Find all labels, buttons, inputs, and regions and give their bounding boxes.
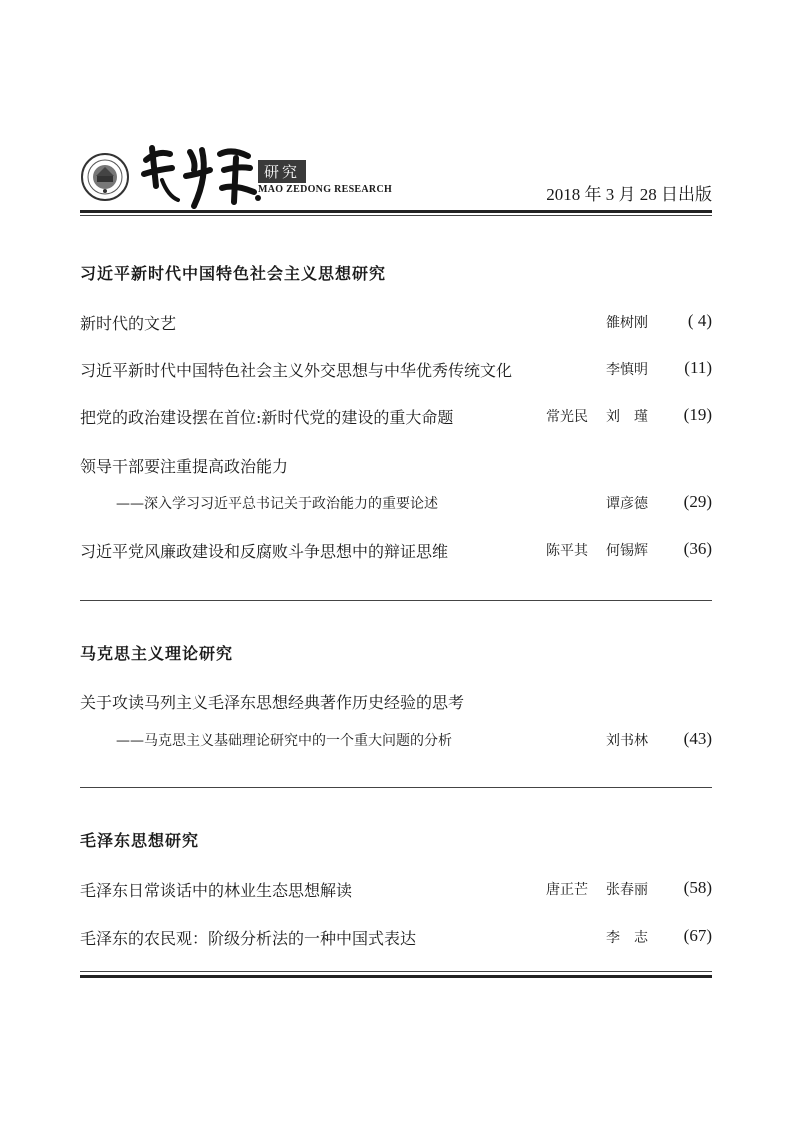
toc-entry[interactable] [80, 539, 712, 563]
page-number: (36) [683, 539, 712, 558]
toc-entry[interactable] [80, 358, 712, 382]
article-authors: 李 志 [606, 930, 648, 946]
section-title: 毛泽东思想研究 [80, 831, 200, 850]
toc-entry[interactable] [80, 729, 712, 753]
article-authors: 刘书林 [606, 733, 648, 749]
masthead-rule-bottom [80, 215, 712, 216]
section-divider [80, 600, 712, 601]
article-title: 习近平新时代中国特色社会主义外交思想与中华优秀传统文化 [80, 361, 513, 380]
masthead [80, 140, 712, 215]
article-title: 把党的政治建设摆在首位:新时代党的建设的重大命题 [80, 408, 454, 427]
article-authors: 唐正芒 张春丽 [546, 882, 648, 898]
footer-rule-bottom [80, 975, 712, 978]
toc-entry[interactable] [80, 492, 712, 516]
page-number: (19) [683, 405, 712, 424]
article-authors: 李慎明 [606, 362, 648, 378]
masthead-rule-top [80, 210, 712, 213]
toc-entry[interactable] [80, 878, 712, 902]
issue-date: 2018 年 3 月 28 日出版 [546, 185, 712, 204]
toc-entry-title-line[interactable] [80, 690, 712, 714]
toc-entry[interactable] [80, 405, 712, 429]
toc-entry[interactable] [80, 311, 712, 335]
article-authors: 雒树刚 [606, 315, 648, 331]
seal-emblem-icon [80, 152, 130, 202]
toc-entry[interactable] [80, 926, 712, 950]
article-subtitle: ——马克思主义基础理论研究中的一个重大问题的分析 [116, 733, 452, 749]
article-title: 领导干部要注重提高政治能力 [80, 457, 289, 476]
page-number: (29) [683, 492, 712, 511]
english-title: MAO ZEDONG RESEARCH [258, 184, 393, 195]
article-title: 毛泽东的农民观：阶级分析法的一种中国式表达 [80, 929, 417, 948]
section-title: 习近平新时代中国特色社会主义思想研究 [80, 264, 387, 283]
page-number: (43) [683, 729, 712, 748]
page-number: (67) [683, 926, 712, 945]
page-number: (11) [684, 358, 712, 377]
research-label: 研究 [258, 160, 306, 183]
page-number: (58) [683, 878, 712, 897]
page-number: ( 4) [687, 311, 712, 330]
article-authors: 常光民 刘 瑾 [546, 409, 648, 425]
article-subtitle: ——深入学习习近平总书记关于政治能力的重要论述 [116, 496, 438, 512]
calligraphy-logo [138, 140, 338, 212]
footer-rule-top [80, 971, 712, 972]
section-title: 马克思主义理论研究 [80, 644, 234, 663]
article-title: 新时代的文艺 [80, 314, 177, 333]
section-divider [80, 787, 712, 788]
article-authors: 陈平其 何锡辉 [546, 543, 648, 559]
article-title: 习近平党风廉政建设和反腐败斗争思想中的辩证思维 [80, 542, 449, 561]
article-title: 毛泽东日常谈话中的林业生态思想解读 [80, 881, 353, 900]
article-authors: 谭彦德 [606, 496, 648, 512]
toc-entry-title-line[interactable] [80, 454, 712, 478]
article-title: 关于攻读马列主义毛泽东思想经典著作历史经验的思考 [80, 693, 465, 712]
